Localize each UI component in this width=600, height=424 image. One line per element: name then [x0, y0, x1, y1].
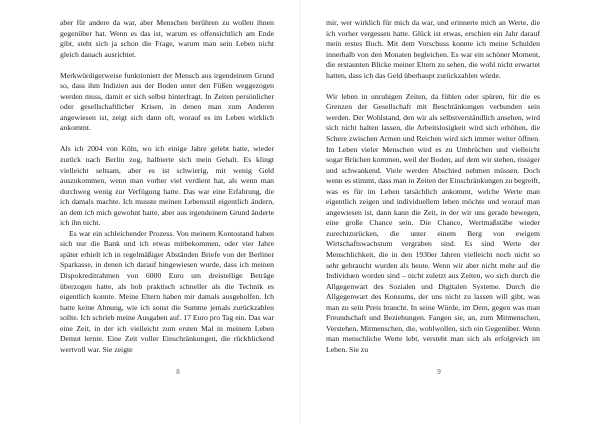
page-number: 9	[437, 368, 441, 376]
paragraph: Als ich 2004 von Köln, wo ich einige Jahre gelebt hatte, wieder zurück nach Berlin zog, halbierte sich mein Gehalt. Es klingt vielleicht seltsam, aber es ist schwierig, mit wenig Geld auszukommen, wenn man vorher viel verdient hat, als wenn man durchweg wenig zur Verfügung hatte. Das war eine Erfahrung, die ich damals machte. Ich musste meinen Lebensstil eigentlich ändern, an dem ich mich gewohnt hatte, aber aus irgendeinem Grund änderte ich ihn nicht.	[60, 144, 274, 228]
paragraph: Wir leben in unruhigen Zeiten, da fühlen oder spüren, für die es Grenzen der Gesellschaft mit Beschränkungen verbunden sein werden. Der Wohlstand, den wir als selbstverständlich ansehen, wird sich nicht halten lassen, die Arbeitslosigkeit wird sich erhöhen, die Schere zwischen Armen und Reichen wird sich immer weiter öffnen. Im Leben vieler Menschen wird es zu Umbrüchen und vielleicht sogar Brüchen kommen, weil der Boden, auf dem wir stehen, rissiger und schwankend. Viele werden Abschied nehmen müssen. Doch wenn es stimmt, dass man in Zeiten der Einschränkungen zu begreift, was es für im Leben tatsächlich ankommt, welche Werte man eigentlich zeigen und individuellem leben möchte und worauf man angewiesen ist, dann kann die Zeit, in der wir uns gerade bewegen, eine große Chance sein. Die Chance, Wertmaßstäbe wieder zurechtzurücken, die unter einem Berg von ewigem Wirtschaftswachstum vergraben sind. Es sind Werte der Menschlichkeit, die in den 1930er Jahren vielleicht noch nicht so sehr gebraucht wurden als heute. Wenn wir aber nicht mehr auf die Individuen worden sind – nicht zuletzt aus Zeiten, wo sich durch die Allgegenwart des Sozialen und Digitalen Systeme. Durch die Allgegenwart des Konsums, der uns nicht zu lassen will gibt, was man zu sein Preis braucht. In seine Würde, im Dem, gegen was man Freundschaft und Beziehungen. Fangen sie, an, zum Mitmenschen, Verstehen, Mitmenschen, die, wohlwollen, sich ein Gegenüber. Wenn man menschliche Werte lebt, versteht man sich als erfolgreich im Leben. Sie zu	[326, 91, 540, 354]
paragraph: Merkwürdigerweise funktioniert der Mensch aus irgendeinem Grund so, dass ihm Indizien aus der Boden unter den Füßen weggezogen werden muss, damit er sich selbst hinterfragt. In Zeiten persönlicher oder gesellschaftlicher Krisen, in denen man zum Anderen angewiesen ist, zeigt sich dann oft, worauf es im Leben wirklich ankommt.	[60, 70, 274, 133]
paragraph: mir, wer wirklich für mich da war, und erinnerte mich an Werte, die ich vorher vergessen hatte. Glück ist etwas, erschien ein Jahr darauf mein erstes Buch. Mit dem Vorschuss konnte ich meine Schulden innerhalb von den Monaten begleichen. Es war ein schöner Moment, die erstaunten Blicke meiner Eltern zu sehen, die wohl nicht erwartet hatten, dass ich das Geld überhaupt zurückzahlen würde.	[326, 18, 540, 80]
left-page-text	[60, 18, 274, 355]
right-page	[300, 0, 600, 424]
page-number: 8	[176, 368, 180, 376]
paragraph: aber für andere da war, aber Menschen berühren zu wollen ihnen gegenüber hat. Wenn es das ist, warum es offensichtlich am Ende gibt, steht sich ja schon die Frage, warum man sein Leben nicht gleich danach ausrichtet.	[60, 18, 274, 59]
right-page-text	[326, 18, 540, 355]
paragraph: Es war ein schleichender Prozess. Von meinem Kontostand haben sich nur die Bank und ich etwas mitbekommen, oder vier Jahre später erhielt ich in regelmäßiger Abständen Briefe von der Berliner Sparkasse, in denen ich darauf hingewiesen wurde, dass ich meinen Dispokreditrahmen von 6000 Euro um dreistellige Beträge überzogen hatte, als hob praktisch schneller als die Technik es eigentlich konnte. Meine Eltern haben mir damals ausgeholfen. Ich hatte keine Ahnung, wie ich sonst die Summe jemals zurückzahlen sollte. Ich schrieb meine Ausgaben auf. 17 Euro pro Tag ein. Das war eine Zeit, in der ich vielleicht zum ersten Mal in meinem Leben Demut lernte. Eine Zeit voller Einschränkungen, die rückblickend wertvoll war. Sie zeigte	[60, 228, 274, 354]
